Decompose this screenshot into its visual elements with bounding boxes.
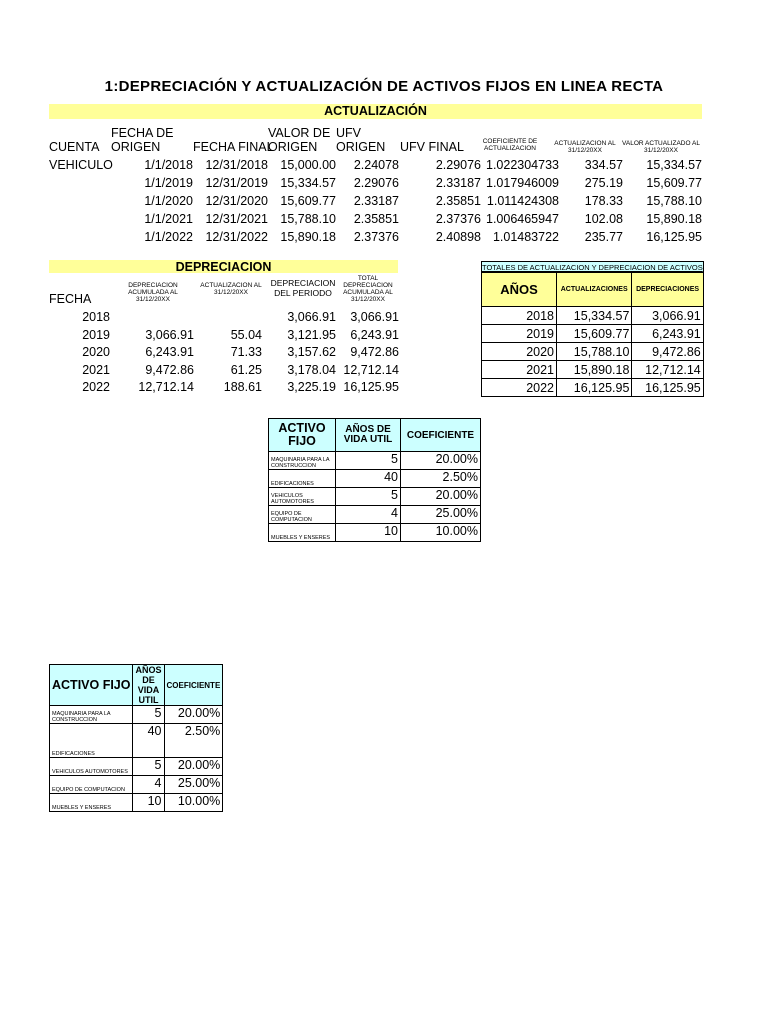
- actualizacion-cell-actualizacion: 102.08: [584, 212, 623, 226]
- actualizacion-cell-fecha-final: 12/31/2018: [205, 158, 268, 172]
- activo-coeficiente: 20.00%: [401, 452, 481, 470]
- activo-anos: 4: [133, 776, 164, 794]
- activo-name: EQUIPO DE COMPUTACION: [269, 506, 336, 524]
- actualizacion-cell-fecha-origen: 1/1/2019: [144, 176, 193, 190]
- totales-header-anos: AÑOS: [482, 273, 557, 307]
- actualizacion-cell-actualizacion: 334.57: [584, 158, 623, 172]
- activo-name: EDIFICACIONES: [269, 470, 336, 488]
- depreciacion-cell-dep-periodo: 3,225.19: [287, 380, 336, 394]
- actualizacion-cell-fecha-origen: 1/1/2020: [144, 194, 193, 208]
- totales-cell-act: 15,334.57: [557, 307, 632, 325]
- actualizacion-cell-ufv-origen: 2.29076: [353, 176, 399, 190]
- table-row: [50, 724, 223, 758]
- header-valor-actualizado: VALOR ACTUALIZADO AL 31/12/20XX: [622, 140, 700, 154]
- activo-anos: 5: [133, 758, 164, 776]
- actualizacion-cell-cuenta: VEHICULO: [49, 158, 113, 172]
- table-row: [269, 524, 481, 542]
- actualizacion-cell-actualizacion: 235.77: [584, 230, 623, 244]
- activo-name: VEHICULOS AUTOMOTORES: [50, 758, 133, 776]
- depreciacion-cell-total: 16,125.95: [343, 380, 399, 394]
- depreciacion-cell-dep-acum: 3,066.91: [145, 327, 194, 342]
- actualizacion-cell-valor-origen: 15,890.18: [280, 230, 336, 244]
- activo-anos: 10: [133, 794, 164, 812]
- totales-cell-act: 15,890.18: [557, 361, 632, 379]
- totales-cell-dep: 3,066.91: [632, 307, 703, 325]
- depreciacion-cell-dep-acum: 9,472.86: [145, 362, 194, 377]
- activo-coeficiente: 10.00%: [164, 794, 223, 812]
- activo-coeficiente: 20.00%: [164, 758, 223, 776]
- activo-name: EDIFICACIONES: [50, 724, 133, 758]
- header-fecha-final: FECHA FINAL: [193, 140, 274, 154]
- header-total-dep: TOTAL DEPRECIACION ACUMULADA AL 31/12/20XX: [343, 275, 393, 303]
- actualizacion-cell-ufv-final: 2.33187: [435, 176, 481, 190]
- actualizacion-cell-fecha-final: 12/31/2021: [205, 212, 268, 226]
- depreciacion-cell-actualizacion: 61.25: [230, 362, 262, 377]
- actualizacion-cell-coef: 1.006465947: [486, 212, 559, 226]
- header-cuenta: CUENTA: [49, 140, 100, 154]
- actualizacion-cell-fecha-final: 12/31/2022: [205, 230, 268, 244]
- actualizacion-cell-coef: 1.017946009: [486, 176, 559, 190]
- activo-coeficiente: 2.50%: [164, 724, 223, 758]
- actualizacion-cell-valor-origen: 15,788.10: [280, 212, 336, 226]
- activo-name: MUEBLES Y ENSERES: [50, 794, 133, 812]
- depreciacion-banner: DEPRECIACION: [49, 260, 398, 273]
- table-row: [482, 325, 704, 343]
- actualizacion-cell-ufv-final: 2.40898: [435, 230, 481, 244]
- totales-cell-dep: 6,243.91: [632, 325, 703, 343]
- actualizacion-cell-valor-actualizado: 16,125.95: [646, 230, 702, 244]
- totales-cell-ano: 2018: [482, 307, 557, 325]
- actualizacion-cell-ufv-origen: 2.33187: [353, 194, 399, 208]
- table-row: [482, 379, 704, 397]
- depreciacion-cell-actualizacion: 188.61: [223, 380, 262, 394]
- page-title: 1:DEPRECIACIÓN Y ACTUALIZACIÓN DE ACTIVOS FIJOS EN LINEA RECTA: [104, 78, 664, 95]
- activo-anos: 4: [336, 506, 401, 524]
- actualizacion-cell-coef: 1.022304733: [486, 158, 559, 172]
- table-row: [482, 343, 704, 361]
- depreciacion-cell-total: 9,472.86: [350, 345, 399, 359]
- header-ufv-origen: UFV ORIGEN: [336, 126, 386, 154]
- activo-anos: 40: [336, 470, 401, 488]
- totales-cell-act: 16,125.95: [557, 379, 632, 397]
- depreciacion-cell-fecha: 2022: [82, 380, 110, 394]
- totales-cell-ano: 2019: [482, 325, 557, 343]
- actualizacion-cell-valor-origen: 15,334.57: [280, 176, 336, 190]
- actualizacion-cell-valor-origen: 15,609.77: [280, 194, 336, 208]
- table-row: [50, 794, 223, 812]
- activos-table-1: [268, 418, 481, 542]
- activo-name: EQUIPO DE COMPUTACION: [50, 776, 133, 794]
- depreciacion-cell-dep-acum: 12,712.14: [138, 380, 194, 394]
- actualizacion-cell-ufv-origen: 2.37376: [353, 230, 399, 244]
- activo-anos: 5: [336, 452, 401, 470]
- actualizacion-cell-ufv-origen: 2.24078: [353, 158, 399, 172]
- activo-coeficiente: 20.00%: [401, 488, 481, 506]
- depreciacion-cell-dep-periodo: 3,178.04: [287, 362, 336, 377]
- totales-header-actualizaciones: ACTUALIZACIONES: [557, 273, 632, 307]
- activo-anos: 10: [336, 524, 401, 542]
- depreciacion-cell-dep-acum: 6,243.91: [145, 345, 194, 359]
- activo-name: MAQUINARIA PARA LA CONSTRUCCION: [50, 706, 133, 724]
- totales-cell-ano: 2022: [482, 379, 557, 397]
- table-row: [482, 361, 704, 379]
- header-fecha-origen: FECHA DE ORIGEN: [111, 126, 174, 154]
- activos2-header-coeficiente: COEFICIENTE: [164, 665, 223, 706]
- actualizacion-cell-ufv-final: 2.37376: [435, 212, 481, 226]
- totales-cell-dep: 12,712.14: [632, 361, 703, 379]
- totales-cell-ano: 2020: [482, 343, 557, 361]
- table-row: [50, 776, 223, 794]
- actualizacion-cell-actualizacion: 178.33: [584, 194, 623, 208]
- header-dep-acumulada: DEPRECIACION ACUMULADA AL 31/12/20XX: [128, 282, 178, 303]
- actualizacion-cell-valor-actualizado: 15,890.18: [646, 212, 702, 226]
- depreciacion-cell-dep-periodo: 3,066.91: [287, 310, 336, 324]
- activos1-header-coeficiente: COEFICIENTE: [401, 419, 481, 452]
- activo-coeficiente: 10.00%: [401, 524, 481, 542]
- totales-cell-dep: 9,472.86: [632, 343, 703, 361]
- activo-coeficiente: 25.00%: [401, 506, 481, 524]
- actualizacion-cell-ufv-final: 2.29076: [435, 158, 481, 172]
- depreciacion-cell-fecha: 2018: [82, 310, 110, 324]
- header-ufv-final: UFV FINAL: [400, 140, 464, 154]
- actualizacion-cell-valor-actualizado: 15,609.77: [646, 176, 702, 190]
- actualizacion-cell-coef: 1.01483722: [492, 230, 559, 244]
- header-actualizacion: ACTUALIZACION AL 31/12/20XX: [200, 282, 262, 296]
- activo-name: MAQUINARIA PARA LA CONSTRUCCION: [269, 452, 336, 470]
- activo-name: VEHICULOS AUTOMOTORES: [269, 488, 336, 506]
- actualizacion-cell-fecha-final: 12/31/2020: [205, 194, 268, 208]
- activos2-header-activo: ACTIVO FIJO: [50, 665, 133, 706]
- activo-coeficiente: 20.00%: [164, 706, 223, 724]
- table-row: [269, 488, 481, 506]
- table-row: [50, 758, 223, 776]
- actualizacion-cell-valor-actualizado: 15,788.10: [646, 194, 702, 208]
- activo-coeficiente: 2.50%: [401, 470, 481, 488]
- depreciacion-cell-total: 12,712.14: [343, 362, 399, 377]
- activo-anos: 5: [336, 488, 401, 506]
- table-row: [50, 706, 223, 724]
- activo-name: MUEBLES Y ENSERES: [269, 524, 336, 542]
- actualizacion-cell-ufv-origen: 2.35851: [353, 212, 399, 226]
- table-row: [269, 452, 481, 470]
- table-row: [269, 470, 481, 488]
- totales-banner: TOTALES DE ACTUALIZACION Y DEPRECIACION DE ACTIVOS: [482, 262, 703, 272]
- header-dep-periodo: DEPRECIACION DEL PERIODO: [270, 278, 336, 298]
- depreciacion-cell-fecha: 2020: [82, 345, 110, 359]
- actualizacion-cell-valor-actualizado: 15,334.57: [646, 158, 702, 172]
- header-valor-origen: VALOR DE ORIGEN: [268, 126, 331, 154]
- depreciacion-cell-actualizacion: 55.04: [230, 327, 262, 342]
- depreciacion-cell-dep-periodo: 3,157.62: [287, 345, 336, 359]
- depreciacion-cell-total: 3,066.91: [350, 310, 399, 324]
- activos-table-2: [49, 664, 223, 812]
- actualizacion-cell-fecha-final: 12/31/2019: [205, 176, 268, 190]
- totales-header-depreciaciones: DEPRECIACIONES: [632, 273, 703, 307]
- activo-anos: 5: [133, 706, 164, 724]
- table-row: [482, 307, 704, 325]
- depreciacion-cell-dep-periodo: 3,121.95: [287, 327, 336, 342]
- actualizacion-cell-valor-origen: 15,000.00: [280, 158, 336, 172]
- activos2-header-anos: AÑOS DE VIDA UTIL: [133, 665, 164, 706]
- actualizacion-cell-ufv-final: 2.35851: [435, 194, 481, 208]
- depreciacion-cell-actualizacion: 71.33: [230, 345, 262, 359]
- activo-coeficiente: 25.00%: [164, 776, 223, 794]
- activos1-header-activo: ACTIVO FIJO: [269, 419, 336, 452]
- depreciacion-cell-total: 6,243.91: [350, 327, 399, 342]
- totales-cell-dep: 16,125.95: [632, 379, 703, 397]
- activo-anos: 40: [133, 724, 164, 758]
- depreciacion-cell-fecha: 2021: [82, 362, 110, 377]
- actualizacion-cell-fecha-origen: 1/1/2018: [144, 158, 193, 172]
- actualizacion-cell-fecha-origen: 1/1/2022: [144, 230, 193, 244]
- actualizacion-banner: ACTUALIZACIÓN: [49, 104, 702, 119]
- actualizacion-cell-fecha-origen: 1/1/2021: [144, 212, 193, 226]
- actualizacion-cell-coef: 1.011424308: [486, 194, 559, 208]
- totales-cell-act: 15,788.10: [557, 343, 632, 361]
- totales-cell-ano: 2021: [482, 361, 557, 379]
- table-row: [269, 506, 481, 524]
- totales-table: [481, 261, 704, 397]
- actualizacion-cell-actualizacion: 275.19: [584, 176, 623, 190]
- totales-cell-act: 15,609.77: [557, 325, 632, 343]
- header-coeficiente: COEFICIENTE DE ACTUALIZACION: [482, 138, 538, 152]
- depreciacion-cell-fecha: 2019: [82, 327, 110, 342]
- header-fecha: FECHA: [49, 292, 92, 306]
- activos1-header-anos: AÑOS DE VIDA UTIL: [336, 419, 401, 452]
- header-actualizacion-al: ACTUALIZACION AL 31/12/20XX: [554, 140, 616, 154]
